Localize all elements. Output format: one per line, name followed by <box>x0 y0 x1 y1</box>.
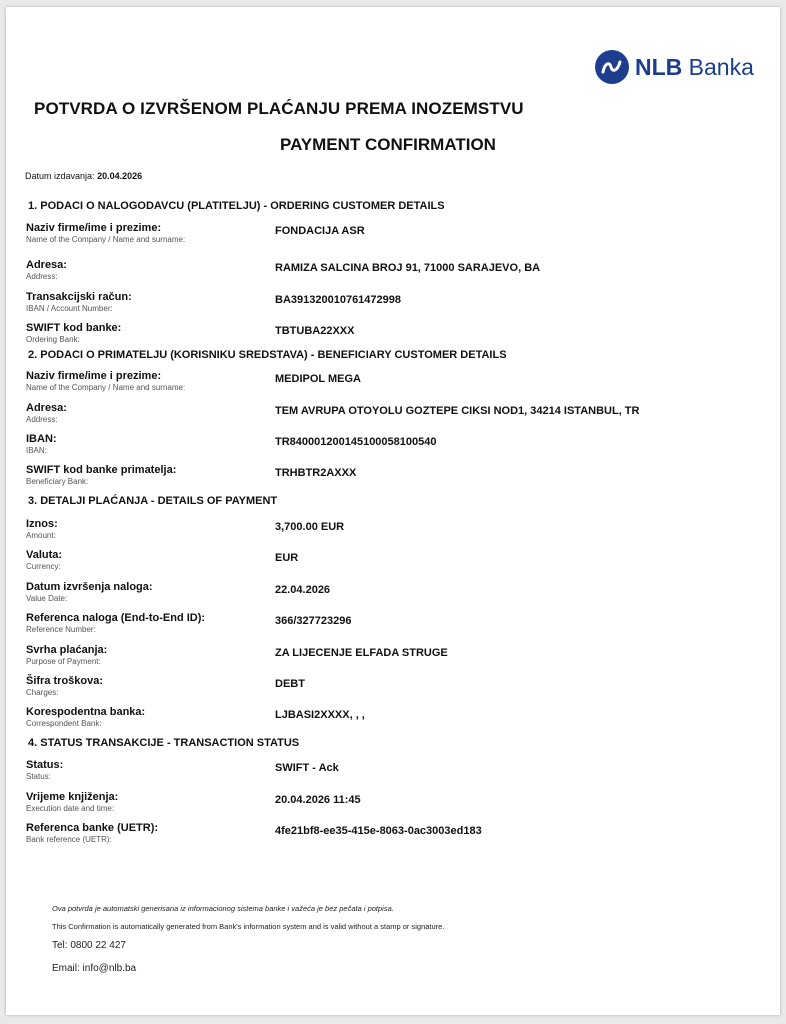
amount-value: 3,700.00 EUR <box>275 521 345 533</box>
field-sublabel: Correspondent Bank: <box>26 719 102 728</box>
field-sublabel: Address: <box>26 415 58 424</box>
field-sublabel: Purpose of Payment: <box>26 657 101 666</box>
issue-date-label: Datum izdavanja: <box>25 171 95 181</box>
charges-code: DEBT <box>275 678 305 690</box>
field-label: IBAN: <box>26 433 57 445</box>
field-sublabel: IBAN: <box>26 446 47 455</box>
issue-date <box>25 171 142 181</box>
status-value: SWIFT - Ack <box>275 762 339 774</box>
document-page <box>6 7 780 1015</box>
field-value: TBTUBA22XXX <box>275 325 355 337</box>
field-sublabel: Reference Number: <box>26 625 96 634</box>
field-label: Referenca naloga (End-to-End ID): <box>26 612 206 624</box>
footer-phone: Tel: 0800 22 427 <box>52 940 126 951</box>
field-value: TR840001200145100058100540 <box>275 436 437 448</box>
field-value: FONDACIJA ASR <box>275 225 365 237</box>
section-title-ordering-customer: 1. PODACI O NALOGODAVCU (PLATITELJU) - ORDERING CUSTOMER DETAILS <box>28 200 445 212</box>
nlb-logo-mark-icon <box>601 60 623 74</box>
footer-note-english: This Confirmation is automatically generated from Bank's information system and is valid without a stamp or signature. <box>52 922 445 931</box>
field-value: TEM AVRUPA OTOYOLU GOZTEPE CIKSI NOD1, 34214 ISTANBUL, TR <box>275 405 640 417</box>
field-sublabel: Beneficiary Bank: <box>26 477 89 486</box>
field-label: Naziv firme/ime i prezime: <box>26 370 162 382</box>
field-sublabel: Amount: <box>26 531 56 540</box>
field-label: Šifra troškova: <box>26 675 104 687</box>
issue-date-value: 20.04.2026 <box>97 171 143 181</box>
field-sublabel: Execution date and time: <box>26 804 115 813</box>
correspondent-bank: LJBASI2XXXX, , , <box>275 709 365 721</box>
field-label: Transakcijski račun: <box>26 291 132 303</box>
field-sublabel: Charges: <box>26 688 59 697</box>
field-label: Vrijeme knjiženja: <box>26 791 119 803</box>
field-sublabel: IBAN / Account Number: <box>26 304 113 313</box>
field-sublabel: Name of the Company / Name and surname: <box>26 235 186 244</box>
field-label: Adresa: <box>26 402 67 414</box>
field-sublabel: Value Date: <box>26 594 68 603</box>
field-value: BA391320010761472998 <box>275 294 402 306</box>
value-date: 22.04.2026 <box>275 584 331 596</box>
field-label: Adresa: <box>26 259 67 271</box>
currency-value: EUR <box>275 552 299 564</box>
document-title-english: PAYMENT CONFIRMATION <box>280 135 496 154</box>
logo-text: NLB Banka <box>635 53 754 80</box>
field-value: MEDIPOL MEGA <box>275 373 361 385</box>
nlb-logo <box>595 43 765 91</box>
field-value: RAMIZA SALCINA BROJ 91, 71000 SARAJEVO, BA <box>275 262 541 274</box>
payment-purpose: ZA LIJECENJE ELFADA STRUGE <box>275 647 448 659</box>
document-title-local: POTVRDA O IZVRŠENOM PLAĆANJU PREMA INOZEMSTVU <box>34 99 524 118</box>
field-sublabel: Bank reference (UETR): <box>26 835 112 844</box>
field-label: Referenca banke (UETR): <box>26 822 159 834</box>
nlb-logo-icon <box>595 50 629 84</box>
field-label: Status: <box>26 759 64 771</box>
field-label: Iznos: <box>26 518 58 530</box>
field-sublabel: Address: <box>26 272 58 281</box>
field-label: Naziv firme/ime i prezime: <box>26 222 162 234</box>
execution-datetime: 20.04.2026 11:45 <box>275 794 361 806</box>
field-label: Svrha plaćanja: <box>26 644 108 656</box>
section-title-beneficiary-customer: 2. PODACI O PRIMATELJU (KORISNIKU SREDSTAVA) - BENEFICIARY CUSTOMER DETAILS <box>28 349 507 361</box>
reference-number: 366/327723296 <box>275 615 352 627</box>
field-label: SWIFT kod banke primatelja: <box>26 464 177 476</box>
field-label: Valuta: <box>26 549 63 561</box>
field-sublabel: Status: <box>26 772 51 781</box>
section-title-transaction-status: 4. STATUS TRANSAKCIJE - TRANSACTION STATUS <box>28 737 300 749</box>
uetr-reference: 4fe21bf8-ee35-415e-8063-0ac3003ed183 <box>275 825 482 837</box>
section-title-payment-details: 3. DETALJI PLAĆANJA - DETAILS OF PAYMENT <box>28 495 278 507</box>
field-label: Korespodentna banka: <box>26 706 146 718</box>
field-sublabel: Ordering Bank: <box>26 335 80 344</box>
field-value: TRHBTR2AXXX <box>275 467 357 479</box>
field-label: Datum izvršenja naloga: <box>26 581 153 593</box>
footer-note-local: Ova potvrda je automatski generisana iz informacionog sistema banke i važeća je bez pečata i potpisa. <box>52 904 394 913</box>
field-sublabel: Name of the Company / Name and surname: <box>26 383 186 392</box>
field-sublabel: Currency: <box>26 562 61 571</box>
footer-email: Email: info@nlb.ba <box>52 963 137 974</box>
field-label: SWIFT kod banke: <box>26 322 122 334</box>
